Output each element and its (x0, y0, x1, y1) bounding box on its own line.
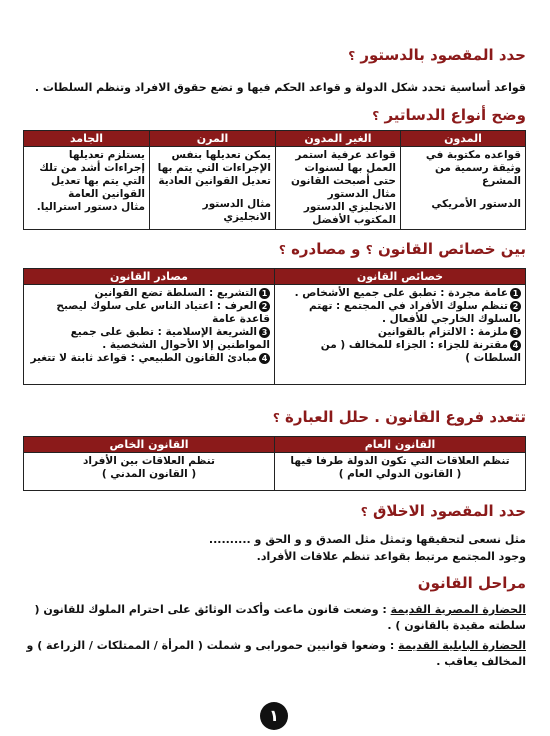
heading-constitution-types: وضح أنواع الدساتير ؟ (372, 106, 526, 124)
list-item: 2العرف : اعتياد الناس على سلوك ليصبح قاعدة عامة (56, 300, 270, 325)
header-public-law: القانون العام (275, 437, 526, 453)
header-flexible: المرن (150, 131, 276, 147)
header-private-law: القانون الخاص (24, 437, 275, 453)
list-item: 1عامة مجردة : تطبق على جميع الأشخاص . (279, 287, 521, 300)
cell-unwritten: قواعد عرفية استمر العمل بها لسنوات حتى أصبحت القانون مثال الدستور الانجليزي الدستور المكتوب الأفضل (276, 147, 401, 230)
heading-law-characteristics: بين خصائص القانون ؟ و مصادره ؟ (278, 240, 526, 258)
constitution-types-table (23, 130, 526, 230)
header-rigid: الجامد (24, 131, 150, 147)
page-number: ١ (260, 702, 288, 730)
cell-public-law: تنظم العلاقات التي تكون الدولة طرفا فيها ( القانون الدولي العام ) (275, 453, 526, 491)
characteristics-list (275, 285, 526, 385)
heading-law-branches: تتعدد فروع القانون . حلل العبارة ؟ (272, 408, 526, 426)
constitution-definition-text: قواعد أساسية تحدد شكل الدولة و قواعد الحكم فيها و تضع حقوق الافراد وتنظم السلطات . (34, 81, 526, 94)
heading-ethics-definition: حدد المقصود الاخلاق ؟ (360, 502, 526, 520)
ethics-line-1: مثل نسعى لتحقيقها وتمثل مثل الصدق و و الحق و .......... (208, 533, 526, 546)
ethics-line-2: وجود المجتمع مرتبط بقواعد تنظم علاقات الأفراد. (256, 550, 526, 563)
list-item: 3الشريعة الإسلامية : تطبق على جميع المواطنين إلا الأحوال الشخصية . (70, 326, 270, 351)
list-item: 3ملزمة : الالتزام بالقوانين (279, 326, 521, 339)
cell-flexible: يمكن تعديلها بنفس الإجراءات التي يتم بها تعديل القوانين العادية مثال الدستور الانجليزي (150, 147, 276, 230)
list-item: 4مقترنة للجزاء : الجزاء للمخالف ( من السلطات ) (320, 339, 521, 364)
cell-rigid: يستلزم تعديلها إجراءات أشد من تلك التي يتم بها تعديل القوانين العامة مثال دستور استراليا. (24, 147, 150, 230)
list-item: 4مبادئ القانون الطبيعي : قواعد ثابتة لا تتغير (28, 352, 270, 365)
list-item: 2تنظم سلوك الأفراد في المجتمع : تهتم بالسلوك الخارجي للأفعال . (309, 300, 521, 325)
stage-babylonian: الحضارة البابلية القديمة : وضعوا قوانيين حمورابى و شملت ( المرأة / الممتلكات / الزراعة ) و المخالف يعاقب . (26, 639, 526, 668)
header-written: المدون (401, 131, 526, 147)
header-characteristics: خصائص القانون (275, 269, 526, 285)
law-characteristics-table (23, 268, 526, 385)
header-sources: مصادر القانون (24, 269, 275, 285)
list-item: 1التشريع : السلطة تضع القوانين (28, 287, 270, 300)
stage-egyptian: الحضارة المصرية القديمة : وضعت قانون ماعت وأكدت الوثائق على احترام الملوك للقانون ( سلطته مقيدة بالقانون ) . (34, 603, 526, 632)
sources-list (24, 285, 275, 385)
law-branches-table (23, 436, 526, 491)
heading-law-stages: مراحل القانون (417, 574, 526, 592)
header-unwritten: الغير المدون (276, 131, 401, 147)
heading-constitution-definition: حدد المقصود بالدستور ؟ (348, 46, 526, 64)
cell-private-law: تنظم العلاقات بين الأفراد ( القانون المدني ) (24, 453, 275, 491)
cell-written: قواعده مكتوبة في وثيقة رسمية من المشرع الدستور الأمريكي (401, 147, 526, 230)
